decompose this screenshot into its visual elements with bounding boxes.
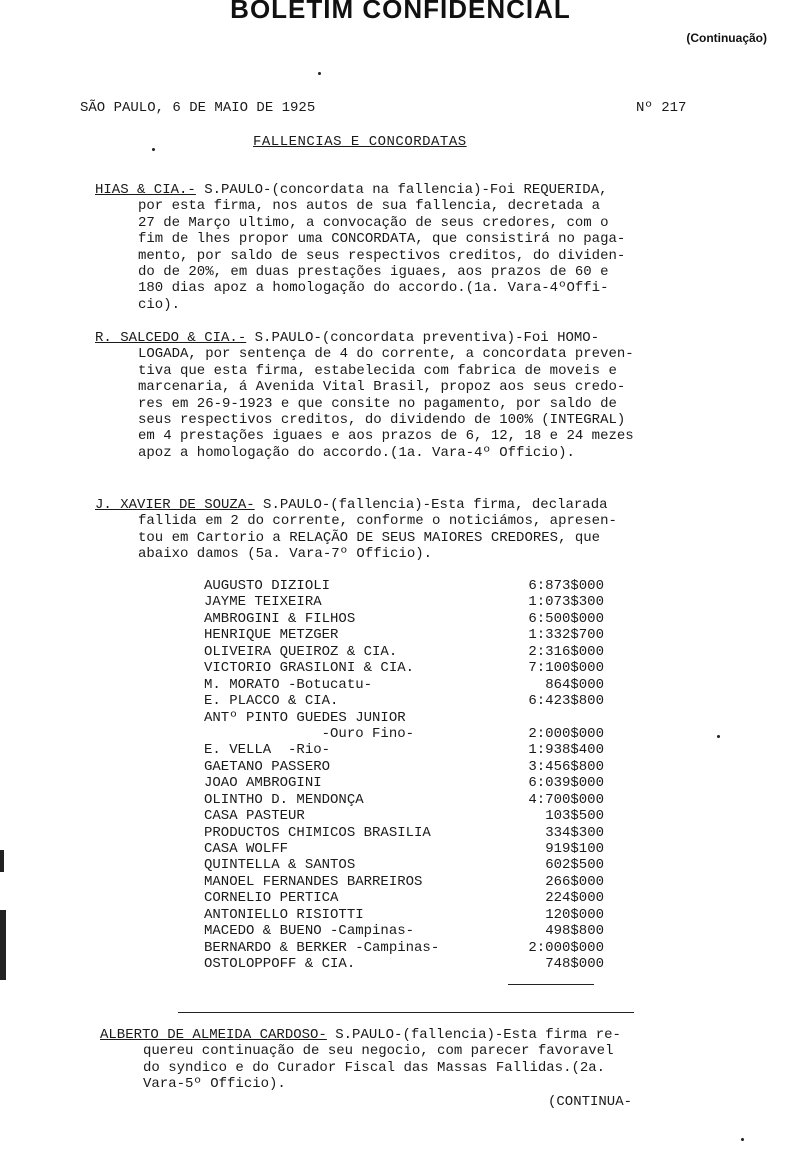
entry-line: quereu continuação de seu negocio, com parecer favoravel xyxy=(143,1043,614,1060)
creditor-name: E. PLACCO & CIA. xyxy=(204,693,339,710)
entry-line: marcenaria, á Avenida Vital Brasil, propoz aos seus credo- xyxy=(138,379,626,396)
creditor-row xyxy=(204,627,604,643)
entry-first-line xyxy=(95,497,715,513)
entry-line: abaixo damos (5a. Vara-7º Officio). xyxy=(138,546,433,563)
creditor-amount: 2:000$000 xyxy=(528,725,604,742)
scan-speck xyxy=(152,148,155,151)
creditor-amount xyxy=(504,710,604,726)
creditor-row xyxy=(204,808,604,824)
creditor-row xyxy=(204,940,604,956)
creditor-row xyxy=(204,677,604,693)
bulletin-number: Nº 217 xyxy=(636,100,687,116)
creditor-name: OSTOLOPPOFF & CIA. xyxy=(204,956,356,973)
entry-salcedo xyxy=(95,330,715,461)
creditor-amount: 602$500 xyxy=(545,857,604,874)
creditor-amount: 748$000 xyxy=(545,956,604,973)
section-divider xyxy=(178,1012,634,1013)
entry-first-line xyxy=(100,1027,720,1043)
creditor-name: CASA WOLFF xyxy=(204,841,289,857)
entry-line: por esta firma, nos autos de sua fallencia, decretada a xyxy=(138,198,601,215)
creditor-name: BERNARDO & BERKER -Campinas- xyxy=(204,939,440,956)
creditor-name: GAETANO PASSERO xyxy=(204,758,331,775)
creditor-amount: 919$100 xyxy=(545,841,604,857)
total-rule xyxy=(508,984,594,985)
creditor-name: PRODUCTOS CHIMICOS BRASILIA xyxy=(204,824,431,841)
creditor-row xyxy=(204,923,604,939)
scan-speck xyxy=(717,735,720,738)
creditor-row xyxy=(204,792,604,808)
creditors-list xyxy=(204,578,604,973)
creditor-name: CORNELIO PERTICA xyxy=(204,890,339,907)
creditor-name: QUINTELLA & SANTOS xyxy=(204,857,356,874)
creditor-row xyxy=(204,890,604,906)
creditor-name: JAYME TEIXEIRA xyxy=(204,594,322,611)
creditor-row xyxy=(204,857,604,873)
entry-first-line xyxy=(95,330,715,346)
entry-line: cio). xyxy=(138,296,181,313)
entry-line: do de 20%, em duas prestações iguaes, aos prazos de 60 e xyxy=(138,264,609,281)
entry-line: fallida em 2 do corrente, conforme o noticiámos, apresen- xyxy=(138,513,617,530)
entry-line: S.PAULO-(fallencia)-Esta firma re- xyxy=(326,1027,621,1043)
creditor-amount: 864$000 xyxy=(545,676,604,693)
creditor-amount: 6:039$000 xyxy=(528,775,604,792)
entry-line: S.PAULO-(concordata na fallencia)-Foi REQUERIDA, xyxy=(195,182,608,198)
dateline: SÃO PAULO, 6 DE MAIO DE 1925 xyxy=(80,100,316,116)
scan-edge-mark xyxy=(0,850,4,872)
entry-line: em 4 prestações iguaes e aos prazos de 6, 12, 18 e 24 mezes xyxy=(138,428,634,445)
entry-line: 27 de Março ultimo, a convocação de seus credores, com o xyxy=(138,214,609,231)
scan-speck xyxy=(741,1138,744,1141)
creditor-row xyxy=(204,907,604,923)
creditor-amount: 103$500 xyxy=(545,808,604,825)
entry-line: res em 26-9-1923 e que consite no pagamento, por saldo de xyxy=(138,395,617,412)
entry-line: apoz a homologação do accordo.(1a. Vara-4º Officio). xyxy=(138,444,575,461)
entry-company-name: ALBERTO DE ALMEIDA CARDOSO- xyxy=(100,1027,327,1043)
creditor-name: ANTº PINTO GUEDES JUNIOR xyxy=(204,709,406,726)
creditor-amount: 7:100$000 xyxy=(528,660,604,677)
entry-line: mento, por saldo de seus respectivos creditos, do dividen- xyxy=(138,247,626,264)
creditor-row xyxy=(204,825,604,841)
creditor-amount: 120$000 xyxy=(545,906,604,923)
creditor-row xyxy=(204,693,604,709)
section-title xyxy=(253,134,467,150)
continuation-label: (Continuação) xyxy=(686,31,767,45)
creditor-amount: 6:423$800 xyxy=(528,693,604,710)
creditor-name: CASA PASTEUR xyxy=(204,808,305,825)
creditor-name: AMBROGINI & FILHOS xyxy=(204,610,356,627)
entry-almeida-cardoso xyxy=(100,1027,720,1093)
creditor-name: AUGUSTO DIZIOLI xyxy=(204,578,331,594)
creditor-row xyxy=(204,594,604,610)
creditor-row xyxy=(204,759,604,775)
creditor-amount: 498$800 xyxy=(545,923,604,940)
creditor-amount: 334$300 xyxy=(545,824,604,841)
entry-line: tou em Cartorio a RELAÇÃO DE SEUS MAIORES CREDORES, que xyxy=(138,529,601,546)
creditor-amount: 2:000$000 xyxy=(528,939,604,956)
entry-company-name: J. XAVIER DE SOUZA- xyxy=(95,497,255,513)
entry-line: seus respectivos creditos, do dividendo de 100% (INTEGRAL) xyxy=(138,412,626,429)
creditor-amount: 4:700$000 xyxy=(528,791,604,808)
creditor-amount: 1:938$400 xyxy=(528,742,604,759)
scan-speck xyxy=(318,72,321,75)
creditor-row xyxy=(204,644,604,660)
creditor-amount: 1:332$700 xyxy=(528,627,604,644)
entry-line: Vara-5º Officio). xyxy=(143,1076,286,1093)
creditor-name: E. VELLA -Rio- xyxy=(204,742,331,759)
bulletin-title: BOLETIM CONFIDENCIAL xyxy=(230,0,571,24)
entry-line: fim de lhes propor uma CONCORDATA, que consistirá no paga- xyxy=(138,231,626,248)
entry-line: S.PAULO-(concordata preventiva)-Foi HOMO- xyxy=(246,330,600,346)
continua-label: (CONTINUA- xyxy=(548,1094,633,1110)
creditor-name: ANTONIELLO RISIOTTI xyxy=(204,906,364,923)
creditor-amount: 3:456$800 xyxy=(528,758,604,775)
creditor-row xyxy=(204,841,604,857)
creditor-row xyxy=(204,726,604,742)
creditor-row xyxy=(204,956,604,972)
creditor-amount: 2:316$000 xyxy=(528,643,604,660)
creditor-row xyxy=(204,611,604,627)
creditor-amount: 1:073$300 xyxy=(528,594,604,611)
entry-line: tiva que esta firma, estabelecida com fabrica de moveis e xyxy=(138,362,617,379)
entry-line: do syndico e do Curador Fiscal das Massas Fallidas.(2a. xyxy=(143,1059,606,1076)
creditor-amount: 224$000 xyxy=(545,890,604,907)
creditor-amount: 6:500$000 xyxy=(528,610,604,627)
creditor-name: JOAO AMBROGINI xyxy=(204,775,322,792)
entry-line: LOGADA, por sentença de 4 do corrente, a concordata preven- xyxy=(138,346,634,363)
entry-line: 180 dias apoz a homologação do accordo.(1a. Vara-4ºOffi- xyxy=(138,280,609,297)
creditor-row xyxy=(204,742,604,758)
entry-hias xyxy=(95,182,715,313)
creditor-amount: 266$000 xyxy=(545,873,604,890)
creditor-name: M. MORATO -Botucatu- xyxy=(204,676,373,693)
creditor-row xyxy=(204,710,604,726)
scan-edge-mark xyxy=(0,910,6,980)
creditor-name: MANOEL FERNANDES BARREIROS xyxy=(204,873,423,890)
creditor-name: HENRIQUE METZGER xyxy=(204,627,339,644)
entry-company-name: R. SALCEDO & CIA.- xyxy=(95,330,247,346)
creditor-name: VICTORIO GRASILONI & CIA. xyxy=(204,660,415,677)
entry-line: S.PAULO-(fallencia)-Esta firma, declarada xyxy=(254,497,608,513)
creditor-name: OLINTHO D. MENDONÇA xyxy=(204,791,364,808)
creditor-amount: 6:873$000 xyxy=(528,578,604,594)
entry-first-line xyxy=(95,182,715,198)
creditor-name: OLIVEIRA QUEIROZ & CIA. xyxy=(204,643,398,660)
creditor-row xyxy=(204,775,604,791)
section-title-text: FALLENCIAS E CONCORDATAS xyxy=(253,134,467,150)
creditor-row xyxy=(204,874,604,890)
entry-xavier-de-souza xyxy=(95,497,715,563)
creditor-name: MACEDO & BUENO -Campinas- xyxy=(204,923,415,940)
creditor-row xyxy=(204,660,604,676)
entry-company-name: HIAS & CIA.- xyxy=(95,182,196,198)
creditor-row xyxy=(204,578,604,594)
creditor-name: -Ouro Fino- xyxy=(204,725,415,742)
